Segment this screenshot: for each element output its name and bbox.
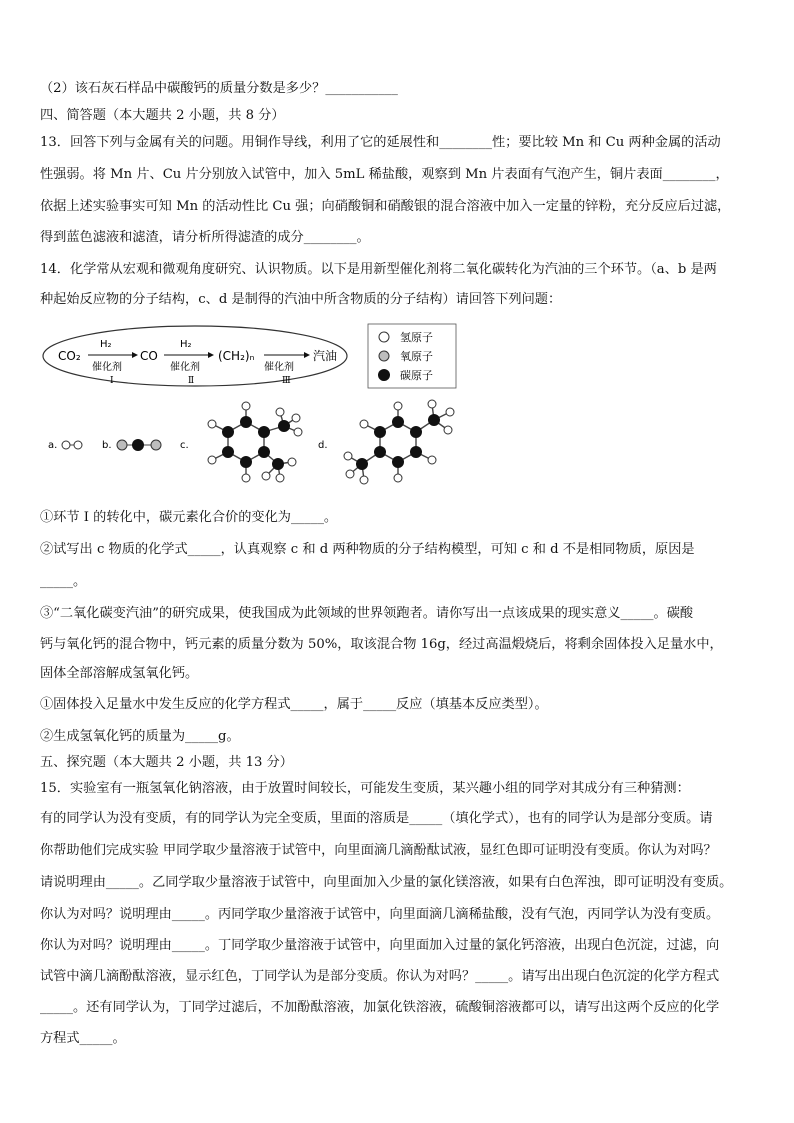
section-5-heading: 五、探究题（本大题共 2 小题，共 13 分）: [40, 755, 293, 770]
question-15-line7: 试管中滴几滴酚酞溶液，显示红色，丁同学认为是部分变质。你认为对吗？_____。请写出出现白色沉淀的化学方程式: [40, 969, 720, 984]
molecule-a-label: a.: [48, 440, 58, 451]
question-14-part3-line1: ③“二氧化碳变汽油”的研究成果，使我国成为此领域的世界领跑者。请你写出一点该成果的现实意义_____。碳酸: [40, 606, 694, 621]
question-12-part2: （2）该石灰石样品中碳酸钙的质量分数是多少？___________: [40, 81, 398, 96]
co2-label: CO₂: [58, 349, 81, 363]
question-13-line2: 性强弱。将 Mn 片、Cu 片分别放入试管中，加入 5mL 稀盐酸，观察到 Mn 片表面有气泡产生，铜片表面________，: [40, 167, 729, 182]
molecule-c: [212, 406, 298, 478]
question-14-part3-line3: 固体全部溶解成氢氧化钙。: [40, 666, 199, 681]
legend-hydrogen: 氢原子: [400, 331, 433, 344]
question-14-part3-line2: 钙与氧化钙的混合物中，钙元素的质量分数为 50%，取该混合物 16g，经过高温煅烧后，将剩余固体投入足量水中，: [40, 637, 723, 652]
gasoline-label: 汽油: [313, 349, 338, 363]
question-14-part2-line1: ②试写出 c 物质的化学式_____，认真观察 c 和 d 两种物质的分子结构模型，可知 c 和 d 不是相同物质，原因是: [40, 542, 695, 557]
step-2-label: Ⅱ: [188, 376, 195, 386]
molecule-c-atoms: [208, 402, 302, 482]
question-15-line4: 请说明理由_____。乙同学取少量溶液于试管中，向里面加入少量的氯化镁溶液，如果有白色浑浊，即可证明没有变质。: [40, 875, 733, 890]
molecule-b-carbon-monoxide: [117, 439, 161, 451]
molecule-b-label: b.: [102, 440, 112, 451]
question-15-line3: 你帮助他们完成实验 甲同学取少量溶液于试管中，向里面滴几滴酚酞试液，显红色即可证明没有变质。你认为对吗？: [40, 843, 717, 858]
question-13-line1: 13．回答下列与金属有关的问题。用铜作导线，利用了它的延展性和________性；要比较 Mn 和 Cu 两种金属的活动: [40, 135, 721, 150]
question-14-part1: ①环节 I 的转化中，碳元素化合价的变化为_____。: [40, 510, 338, 525]
catalyst-label-3: 催化剂: [264, 362, 294, 373]
question-15-line9: 方程式_____。: [40, 1031, 126, 1046]
question-14-line2: 种起始反应物的分子结构，c、d 是制得的汽油中所含物质的分子结构）请回答下列问题：: [40, 292, 562, 307]
question-14-part2-line2: _____。: [40, 574, 87, 589]
catalyst-label-1: 催化剂: [92, 362, 122, 373]
legend-oxygen: 氧原子: [400, 350, 433, 363]
process-ellipse: [43, 326, 347, 386]
question-13-line4: 得到蓝色滤液和滤渣，请分析所得滤渣的成分________。: [40, 230, 370, 245]
h2-label-1: H₂: [100, 339, 112, 350]
molecule-d-atoms: [344, 400, 454, 484]
question-15-line5: 你认为对吗？说明理由_____。丙同学取少量溶液于试管中，向里面滴几滴稀盐酸，没有气泡，丙同学认为没有变质。: [40, 907, 720, 922]
step-3-label: Ⅲ: [282, 376, 291, 386]
question-15-line1: 15．实验室有一瓶氢氧化钠溶液，由于放置时间较长，可能发生变质，某兴趣小组的同学对其成分有三种猜测：: [40, 781, 690, 796]
question-14-subpart1: ①固体投入足量水中发生反应的化学方程式_____，属于_____反应（填基本反应类型）。: [40, 697, 548, 712]
question-15-line2: 有的同学认为没有变质，有的同学认为完全变质，里面的溶质是_____（填化学式），也有的同学认为是部分变质。请: [40, 811, 713, 826]
molecule-d-label: d.: [318, 440, 328, 451]
co-label: CO: [140, 349, 158, 363]
h2-label-2: H₂: [180, 339, 192, 350]
step-1-label: Ⅰ: [110, 376, 114, 386]
molecule-a-hydrogen: [62, 441, 82, 449]
question-14-subpart2: ②生成氢氧化钙的质量为_____g。: [40, 729, 240, 744]
section-4-heading: 四、简答题（本大题共 2 小题，共 8 分）: [40, 108, 285, 123]
question-15-line8: _____。还有同学认为，丁同学过滤后，不加酚酞溶液，加氯化铁溶液，硫酸铜溶液都可以，请写出这两个反应的化学: [40, 1000, 720, 1015]
question-15-line6: 你认为对吗？说明理由_____。丁同学取少量溶液于试管中，向里面加入过量的氯化钙溶液，出现白色沉淀，过滤，向: [40, 938, 720, 953]
molecule-c-label: c.: [180, 440, 189, 451]
question-14-line1: 14．化学常从宏观和微观角度研究、认识物质。以下是用新型催化剂将二氧化碳转化为汽油的三个环节。（a、b 是两: [40, 262, 717, 277]
catalyst-label-2: 催化剂: [170, 362, 200, 373]
legend-carbon: 碳原子: [400, 369, 433, 382]
atom-legend: [368, 324, 456, 388]
co2-to-gasoline-diagram: [40, 322, 480, 497]
ch2n-label: (CH₂)ₙ: [218, 349, 255, 363]
question-13-line3: 依据上述实验事实可知 Mn 的活动性比 Cu 强；向硝酸铜和硝酸银的混合溶液中加入一定量的锌粉，充分反应后过滤，: [40, 199, 731, 214]
